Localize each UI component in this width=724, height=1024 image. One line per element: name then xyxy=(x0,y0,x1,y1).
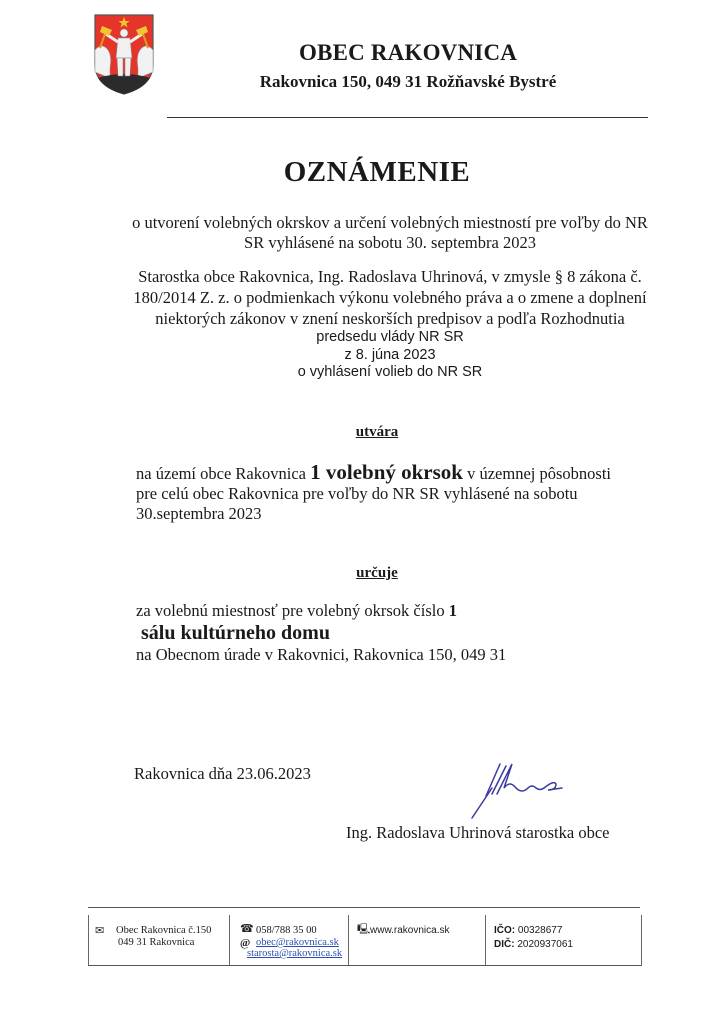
footer-contact-cell xyxy=(229,915,348,965)
subtitle-line: SR vyhlásené na sobotu 30. septembra 2023 xyxy=(244,233,536,252)
dic-value: 2020937061 xyxy=(514,939,573,950)
polling-text: za volebnú miestnosť pre volebný okrsok číslo xyxy=(136,601,449,620)
district-line xyxy=(136,462,676,484)
website-link[interactable]: www.rakovnica.sk xyxy=(370,925,450,936)
district-line: 30.septembra 2023 xyxy=(136,504,262,523)
decision-line: o vyhlásení volieb do NR SR xyxy=(297,364,483,380)
footer-web-cell xyxy=(348,915,485,965)
footer-divider xyxy=(88,907,640,908)
email-link[interactable]: obec@rakovnica.sk xyxy=(256,937,339,948)
polling-room-paragraph xyxy=(136,601,676,665)
decision-reference xyxy=(100,329,680,382)
footer-contact-table xyxy=(88,915,642,966)
phone-number: 058/788 35 00 xyxy=(256,925,317,936)
document-subtitle xyxy=(100,213,680,253)
signature-icon xyxy=(470,758,570,820)
intro-paragraph xyxy=(100,266,680,329)
ico-field xyxy=(494,925,562,937)
intro-line: Starostka obce Rakovnica, Ing. Radoslava Uhrinová, v zmysle § 8 zákona č. xyxy=(138,267,642,286)
district-text-after: v územnej pôsobnosti xyxy=(462,464,612,483)
intro-line: 180/2014 Z. z. o podmienkach výkonu volebného práva a o zmene a doplnení xyxy=(133,288,647,307)
section-heading-utvara: utvára xyxy=(355,424,399,440)
section-heading-urcuje: určuje xyxy=(356,565,398,581)
district-count: 1 volebný okrsok xyxy=(310,460,463,484)
at-icon: @ xyxy=(240,937,251,949)
district-number: 1 xyxy=(448,601,457,620)
decision-line: z 8. júna 2023 xyxy=(344,346,436,363)
postal-line: 049 31 Rakovnica xyxy=(118,937,195,948)
subtitle-line: o utvorení volebných okrskov a určení volebných miestností pre voľby do NR xyxy=(132,213,648,232)
header-divider xyxy=(167,117,648,118)
footer-postal-cell xyxy=(89,915,229,965)
email-link[interactable]: starosta@rakovnica.sk xyxy=(247,948,343,959)
envelope-icon: ✉ xyxy=(95,925,105,937)
ico-label: IČO: xyxy=(494,925,516,936)
dic-field xyxy=(494,939,573,951)
polling-line xyxy=(136,601,676,621)
polling-address: na Obecnom úrade v Rakovnici, Rakovnica 150, 049 31 xyxy=(136,645,507,664)
postal-line: Obec Rakovnica č.150 xyxy=(116,925,212,936)
footer-ids-cell xyxy=(485,915,641,965)
polling-room-name: sálu kultúrneho domu xyxy=(141,622,330,644)
signer-name: Ing. Radoslava Uhrinová starostka obce xyxy=(346,823,610,842)
telephone-icon: ☎ xyxy=(240,923,254,935)
organization-address: Rakovnica 150, 049 31 Rožňavské Bystré xyxy=(259,72,557,91)
organization-name: OBEC RAKOVNICA xyxy=(298,40,518,65)
computer-icon: 🖳 xyxy=(357,924,371,935)
place-and-date: Rakovnica dňa 23.06.2023 xyxy=(134,764,311,783)
dic-label: DIČ: xyxy=(494,939,515,950)
district-line: pre celú obec Rakovnica pre voľby do NR SR vyhlásené na sobotu xyxy=(136,484,578,503)
ico-value: 00328677 xyxy=(515,925,563,936)
decision-line: predsedu vlády NR SR xyxy=(316,329,464,345)
intro-line: niektorých zákonov v znení neskorších predpisov a podľa Rozhodnutia xyxy=(155,309,625,328)
district-text-before: na území obce Rakovnica xyxy=(136,464,311,483)
document-title: OZNÁMENIE xyxy=(283,156,471,188)
district-paragraph xyxy=(136,462,676,524)
